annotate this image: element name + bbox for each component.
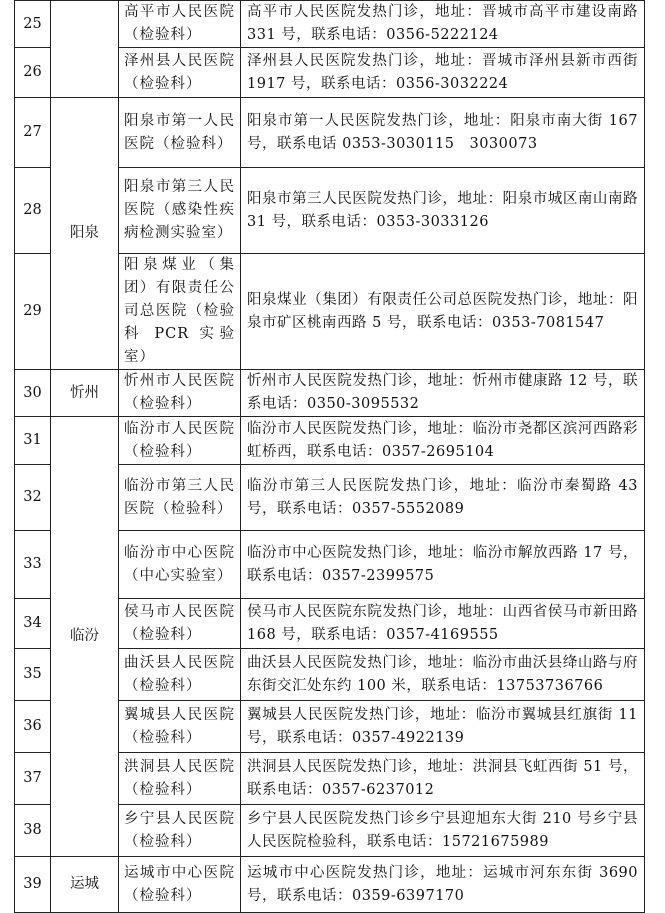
fever-clinic-info: 阳泉市第一人民医院发热门诊，地址：阳泉市南大街 167 号，联系电话 0353-3030115 3030073 xyxy=(241,98,645,168)
row-number: 29 xyxy=(15,254,51,370)
fever-clinic-info: 洪洞县人民医院发热门诊，地址：洪洞县飞虹西街 51 号，联系电话：0357-6237012 xyxy=(241,753,645,805)
table-row xyxy=(15,370,645,417)
fever-clinic-info: 临汾市第三人民医院发热门诊，地址：临汾市秦蜀路 43 号，联系电话：0357-5552089 xyxy=(241,465,645,531)
fever-clinic-info: 临汾市人民医院发热门诊，地址：临汾市尧都区滨河西路彩虹桥西，联系电话：0357-2695104 xyxy=(241,417,645,465)
row-number: 34 xyxy=(15,599,51,649)
city-cell: 阳泉 xyxy=(51,98,119,370)
city-cell xyxy=(51,1,119,98)
hospital-name: 曲沃县人民医院（检验科） xyxy=(119,649,241,701)
hospital-name: 忻州市人民医院（检验科） xyxy=(119,370,241,417)
hospital-name: 乡宁县人民医院（检验科） xyxy=(119,805,241,857)
fever-clinic-info: 阳泉煤业（集团）有限责任公司总医院发热门诊，地址：阳泉市矿区桃南西路 5 号，联系电话：0353-7081547 xyxy=(241,254,645,370)
table-row xyxy=(15,417,645,465)
hospital-name: 阳泉煤业（集团）有限责任公司总医院（检验科 PCR 实验室） xyxy=(119,254,241,370)
table-row xyxy=(15,1,645,48)
fever-clinic-info: 忻州市人民医院发热门诊，地址：忻州市健康路 12 号，联系电话：0350-3095532 xyxy=(241,370,645,417)
hospital-name: 阳泉市第一人民医院（检验科） xyxy=(119,98,241,168)
table-row xyxy=(15,98,645,168)
row-number: 38 xyxy=(15,805,51,857)
hospital-name: 高平市人民医院（检验科） xyxy=(119,1,241,48)
row-number: 32 xyxy=(15,465,51,531)
hospital-name: 洪洞县人民医院（检验科） xyxy=(119,753,241,805)
hospital-name: 临汾市人民医院（检验科） xyxy=(119,417,241,465)
fever-clinic-info: 临汾市中心医院发热门诊，地址：临汾市解放西路 17 号，联系电话：0357-2399575 xyxy=(241,531,645,599)
row-number: 26 xyxy=(15,48,51,98)
table-row xyxy=(15,857,645,913)
fever-clinic-info: 高平市人民医院发热门诊，地址：晋城市高平市建设南路 331 号，联系电话：0356-5222124 xyxy=(241,1,645,48)
hospital-name: 泽州县人民医院（检验科） xyxy=(119,48,241,98)
row-number: 39 xyxy=(15,857,51,913)
fever-clinic-info: 乡宁县人民医院发热门诊乡宁县迎旭东大街 210 号乡宁县人民医院检验科，联系电话：15721675989 xyxy=(241,805,645,857)
fever-clinic-info: 运城市中心医院发热门诊，地址：运城市河东东街 3690 号，联系电话：0359-6397170 xyxy=(241,857,645,913)
hospital-name: 临汾市中心医院（中心实验室） xyxy=(119,531,241,599)
hospital-name: 翼城县人民医院（检验科） xyxy=(119,701,241,753)
hospital-name: 侯马市人民医院（检验科） xyxy=(119,599,241,649)
fever-clinic-info: 翼城县人民医院发热门诊，地址：临汾市翼城县红旗街 11 号，联系电话：0357-4922139 xyxy=(241,701,645,753)
row-number: 28 xyxy=(15,168,51,254)
row-number: 33 xyxy=(15,531,51,599)
row-number: 30 xyxy=(15,370,51,417)
city-cell: 忻州 xyxy=(51,370,119,417)
fever-clinic-info: 阳泉市第三人民医院发热门诊，地址：阳泉市城区南山南路 31 号，联系电话：0353-3033126 xyxy=(241,168,645,254)
fever-clinic-info: 曲沃县人民医院发热门诊，地址：临汾市曲沃县绛山路与府东街交汇处东约 100 米，联系电话：13753736766 xyxy=(241,649,645,701)
city-cell: 临汾 xyxy=(51,417,119,857)
row-number: 27 xyxy=(15,98,51,168)
row-number: 35 xyxy=(15,649,51,701)
hospital-name: 运城市中心医院（检验科） xyxy=(119,857,241,913)
hospital-name: 阳泉市第三人民医院（感染性疾病检测实验室） xyxy=(119,168,241,254)
hospital-name: 临汾市第三人民医院（检验科） xyxy=(119,465,241,531)
fever-clinic-info: 侯马市人民医院东院发热门诊，地址：山西省侯马市新田路 168 号，联系电话：0357-4169555 xyxy=(241,599,645,649)
row-number: 31 xyxy=(15,417,51,465)
row-number: 36 xyxy=(15,701,51,753)
hospital-table xyxy=(14,0,645,913)
row-number: 25 xyxy=(15,1,51,48)
fever-clinic-info: 泽州县人民医院发热门诊，地址：晋城市泽州县新市西街 1917 号，联系电话：0356-3032224 xyxy=(241,48,645,98)
city-cell: 运城 xyxy=(51,857,119,913)
row-number: 37 xyxy=(15,753,51,805)
